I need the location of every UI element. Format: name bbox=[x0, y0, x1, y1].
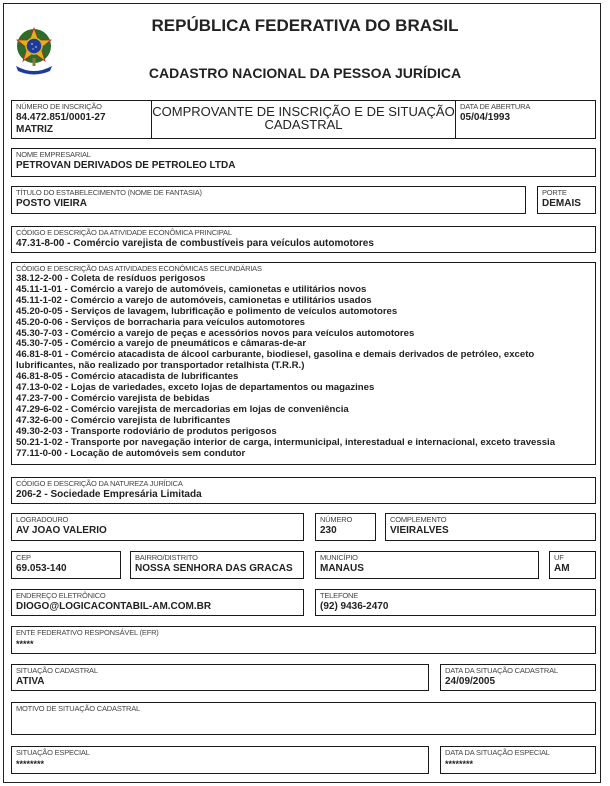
municipio-box bbox=[315, 551, 539, 579]
situacao-box bbox=[11, 664, 429, 691]
email-value: DIOGO@LOGICACONTABIL-AM.COM.BR bbox=[16, 601, 212, 612]
list-item: 45.30-7-03 - Comércio a varejo de peças e acessórios novos para veículos automotores bbox=[16, 327, 415, 339]
abertura-label: DATA DE ABERTURA bbox=[460, 102, 531, 111]
municipio-label: MUNICÍPIO bbox=[320, 553, 358, 562]
email-box bbox=[11, 589, 304, 616]
inscricao-box bbox=[11, 100, 152, 139]
efr-label: ENTE FEDERATIVO RESPONSÁVEL (EFR) bbox=[16, 628, 159, 637]
porte-value: DEMAIS bbox=[542, 198, 581, 209]
natureza-juridica-box bbox=[11, 477, 596, 504]
complemento-box bbox=[385, 513, 596, 541]
situacao-especial-box bbox=[11, 746, 429, 774]
telefone-box bbox=[315, 589, 596, 616]
list-item: 47.29-6-02 - Comércio varejista de mercadorias em lojas de conveniência bbox=[16, 403, 349, 415]
fantasia-value: POSTO VIEIRA bbox=[16, 198, 87, 209]
list-item: 47.13-0-02 - Lojas de variedades, exceto lojas de departamentos ou magazines bbox=[16, 382, 375, 394]
nome-empresarial-box bbox=[11, 148, 596, 177]
data-situacao-value: 24/09/2005 bbox=[445, 676, 496, 687]
numero-label: NÚMERO bbox=[320, 515, 353, 524]
motivo-box bbox=[11, 702, 596, 735]
bairro-label: BAIRRO/DISTRITO bbox=[135, 553, 198, 562]
uf-label: UF bbox=[554, 553, 564, 562]
natureza-juridica-label: CÓDIGO E DESCRIÇÃO DA NATUREZA JURÍDICA bbox=[16, 479, 183, 488]
telefone-value: (92) 9436-2470 bbox=[320, 601, 389, 612]
atividades-secundarias-list bbox=[16, 274, 591, 459]
list-item: 45.20-0-06 - Serviços de borracharia para veículos automotores bbox=[16, 316, 306, 328]
cep-label: CEP bbox=[16, 553, 31, 562]
document-title-line2: CADASTRAL bbox=[264, 117, 343, 132]
situacao-especial-value: ******** bbox=[16, 759, 45, 769]
data-situacao-especial-label: DATA DA SITUAÇÃO ESPECIAL bbox=[445, 748, 550, 757]
document-title bbox=[151, 100, 456, 139]
email-label: ENDEREÇO ELETRÔNICO bbox=[16, 591, 106, 600]
data-situacao-box bbox=[440, 664, 596, 691]
logradouro-value: AV JOAO VALERIO bbox=[16, 525, 107, 536]
situacao-especial-label: SITUAÇÃO ESPECIAL bbox=[16, 748, 90, 757]
porte-box bbox=[537, 186, 596, 214]
situacao-label: SITUAÇÃO CADASTRAL bbox=[16, 666, 98, 675]
atividade-principal-box bbox=[11, 226, 596, 253]
complemento-value: VIEIRALVES bbox=[390, 525, 449, 536]
nome-empresarial-label: NOME EMPRESARIAL bbox=[16, 150, 91, 159]
fantasia-label: TÍTULO DO ESTABELECIMENTO (NOME DE FANTASIA) bbox=[16, 188, 202, 197]
logradouro-label: LOGRADOURO bbox=[16, 515, 69, 524]
header-subtitle: CADASTRO NACIONAL DA PESSOA JURÍDICA bbox=[148, 65, 462, 81]
tipo-value: MATRIZ bbox=[16, 124, 54, 135]
bairro-box bbox=[130, 551, 304, 579]
natureza-juridica-value: 206-2 - Sociedade Empresária Limitada bbox=[16, 489, 202, 500]
cep-box bbox=[11, 551, 121, 579]
atividade-principal-label: CÓDIGO E DESCRIÇÃO DA ATIVIDADE ECONÔMICA PRINCIPAL bbox=[16, 228, 232, 237]
data-situacao-especial-value: ******** bbox=[445, 759, 474, 769]
document-title-line1: COMPROVANTE DE INSCRIÇÃO E DE SITUAÇÃO bbox=[152, 104, 455, 119]
header-title: REPÚBLICA FEDERATIVA DO BRASIL bbox=[151, 16, 459, 35]
logradouro-box bbox=[11, 513, 304, 541]
data-situacao-especial-box bbox=[440, 746, 596, 774]
list-item: 38.12-2-00 - Coleta de resíduos perigosos bbox=[16, 273, 206, 284]
uf-box bbox=[549, 551, 596, 579]
situacao-value: ATIVA bbox=[16, 676, 45, 687]
atividades-secundarias-label: CÓDIGO E DESCRIÇÃO DAS ATIVIDADES ECONÔMICAS SECUNDÁRIAS bbox=[16, 264, 262, 273]
atividades-secundarias-box bbox=[11, 262, 596, 465]
numero-box bbox=[315, 513, 376, 541]
efr-value: ***** bbox=[16, 639, 34, 649]
abertura-box bbox=[455, 100, 596, 139]
fantasia-box bbox=[11, 186, 526, 214]
porte-label: PORTE bbox=[542, 188, 567, 197]
motivo-label: MOTIVO DE SITUAÇÃO CADASTRAL bbox=[16, 704, 141, 713]
data-situacao-label: DATA DA SITUAÇÃO CADASTRAL bbox=[445, 666, 558, 675]
list-item: 45.30-7-05 - Comércio a varejo de pneumáticos e câmaras-de-ar bbox=[16, 338, 307, 350]
atividade-principal-value: 47.31-8-00 - Comércio varejista de combustíveis para veículos automotores bbox=[16, 238, 374, 249]
list-item: 77.11-0-00 - Locação de automóveis sem condutor bbox=[16, 447, 246, 459]
cnpj-value: 84.472.851/0001-27 bbox=[16, 112, 106, 123]
numero-value: 230 bbox=[320, 525, 337, 536]
list-item: 49.30-2-03 - Transporte rodoviário de produtos perigosos bbox=[16, 425, 277, 437]
bairro-value: NOSSA SENHORA DAS GRACAS bbox=[135, 563, 293, 574]
list-item: 47.32-6-00 - Comércio varejista de lubrificantes bbox=[16, 414, 231, 426]
list-item: 46.81-8-01 - Comércio atacadista de álcool carburante, biodiesel, gasolina e demais derivados de petróleo, exceto lubrificantes, não realizado por transportador retalhista (T.R.R.) bbox=[16, 349, 535, 372]
uf-value: AM bbox=[554, 563, 570, 574]
list-item: 45.11-1-02 - Comércio a varejo de automóveis, camionetas e utilitários usados bbox=[16, 294, 372, 306]
cep-value: 69.053-140 bbox=[16, 563, 67, 574]
nome-empresarial-value: PETROVAN DERIVADOS DE PETROLEO LTDA bbox=[16, 160, 236, 171]
telefone-label: TELEFONE bbox=[320, 591, 358, 600]
abertura-value: 05/04/1993 bbox=[460, 112, 511, 123]
municipio-value: MANAUS bbox=[320, 563, 364, 574]
efr-box bbox=[11, 626, 596, 654]
list-item: 47.23-7-00 - Comércio varejista de bebidas bbox=[16, 392, 210, 404]
inscricao-label: NÚMERO DE INSCRIÇÃO bbox=[16, 102, 102, 111]
list-item: 45.20-0-05 - Serviços de lavagem, lubrificação e polimento de veículos automotores bbox=[16, 305, 398, 317]
complemento-label: COMPLEMENTO bbox=[390, 515, 447, 524]
list-item: 45.11-1-01 - Comércio a varejo de automóveis, camionetas e utilitários novos bbox=[16, 283, 367, 295]
list-item: 50.21-1-02 - Transporte por navegação interior de carga, intermunicipal, interestadual e internacional, exceto travessia bbox=[16, 436, 556, 448]
list-item: 46.81-8-05 - Comércio atacadista de lubrificantes bbox=[16, 371, 239, 383]
